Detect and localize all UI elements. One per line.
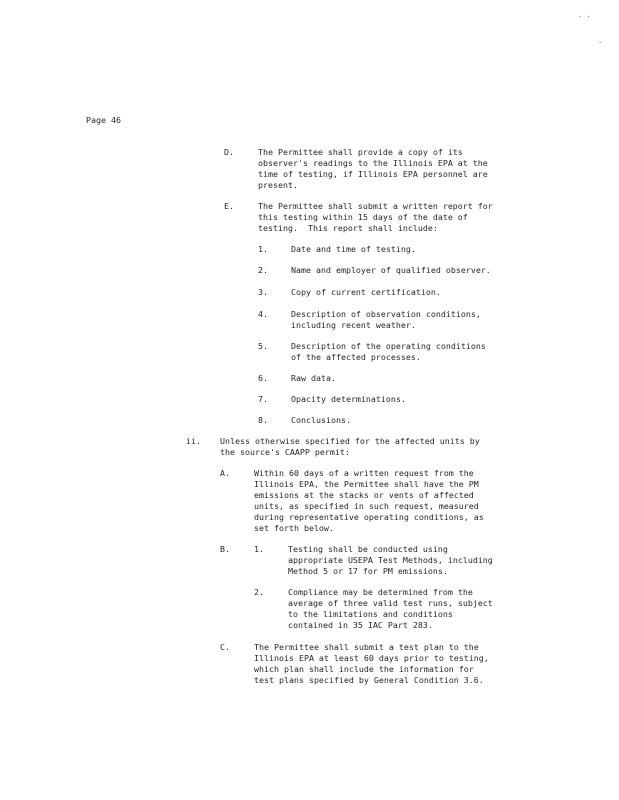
- report-item-4-text: Description of observation conditions, including recent weather.: [291, 309, 481, 330]
- sub-item-label-b: B.: [220, 544, 230, 554]
- report-item-1-text: Date and time of testing.: [291, 244, 416, 254]
- sub-item-b1-text: Testing shall be conducted using appropriate USEPA Test Methods, including Method 5 or 17 for PM emissions.: [288, 544, 493, 576]
- sub-item-text-a: Within 60 days of a written request from the Illinois EPA, the Permittee shall have the PM emissions at the stacks or vents of affected units, as specified in such request, measured during representative operating conditions, as set forth below.: [254, 468, 484, 533]
- page-header: Page 46: [86, 115, 121, 125]
- report-item-8-text: Conclusions.: [291, 415, 351, 425]
- section-ii-text: Unless otherwise specified for the affected units by the source's CAAPP permit:: [220, 436, 480, 457]
- report-item-3-num: 3.: [258, 287, 268, 297]
- report-item-5-num: 5.: [258, 341, 268, 351]
- report-item-1-num: 1.: [258, 244, 268, 254]
- item-label-e: E.: [224, 201, 234, 211]
- report-item-8-num: 8.: [258, 415, 268, 425]
- sub-item-text-c: The Permittee shall submit a test plan to the Illinois EPA at least 60 days prior to testing, which plan shall include the information for test plans specified by General Condition 3.6.: [254, 642, 489, 685]
- report-item-3-text: Copy of current certification.: [291, 287, 441, 297]
- report-item-2-text: Name and employer of qualified observer.: [291, 265, 491, 275]
- item-label-d: D.: [224, 147, 234, 157]
- report-item-6-num: 6.: [258, 373, 268, 383]
- sub-item-label-a: A.: [220, 468, 230, 478]
- report-item-5-text: Description of the operating conditions of the affected processes.: [291, 341, 486, 362]
- sub-item-b2-num: 2.: [254, 587, 264, 597]
- item-text-d: The Permittee shall provide a copy of its observer's readings to the Illinois EPA at the time of testing, if Illinois EPA personnel are present.: [258, 147, 488, 190]
- sub-item-label-c: C.: [220, 642, 230, 652]
- sub-item-b2-text: Compliance may be determined from the average of three valid test runs, subject to the limitations and conditions contained in 35 IAC Part 283.: [288, 587, 493, 630]
- report-item-4-num: 4.: [258, 309, 268, 319]
- report-item-2-num: 2.: [258, 265, 268, 275]
- item-text-e: The Permittee shall submit a written report for this testing within 15 days of the date of testing. This report shall include:: [258, 201, 493, 233]
- sub-item-b1-num: 1.: [254, 544, 264, 554]
- report-item-7-text: Opacity determinations.: [291, 394, 406, 404]
- report-item-7-num: 7.: [258, 394, 268, 404]
- report-item-6-text: Raw data.: [291, 373, 336, 383]
- section-ii-label: ii.: [186, 436, 201, 446]
